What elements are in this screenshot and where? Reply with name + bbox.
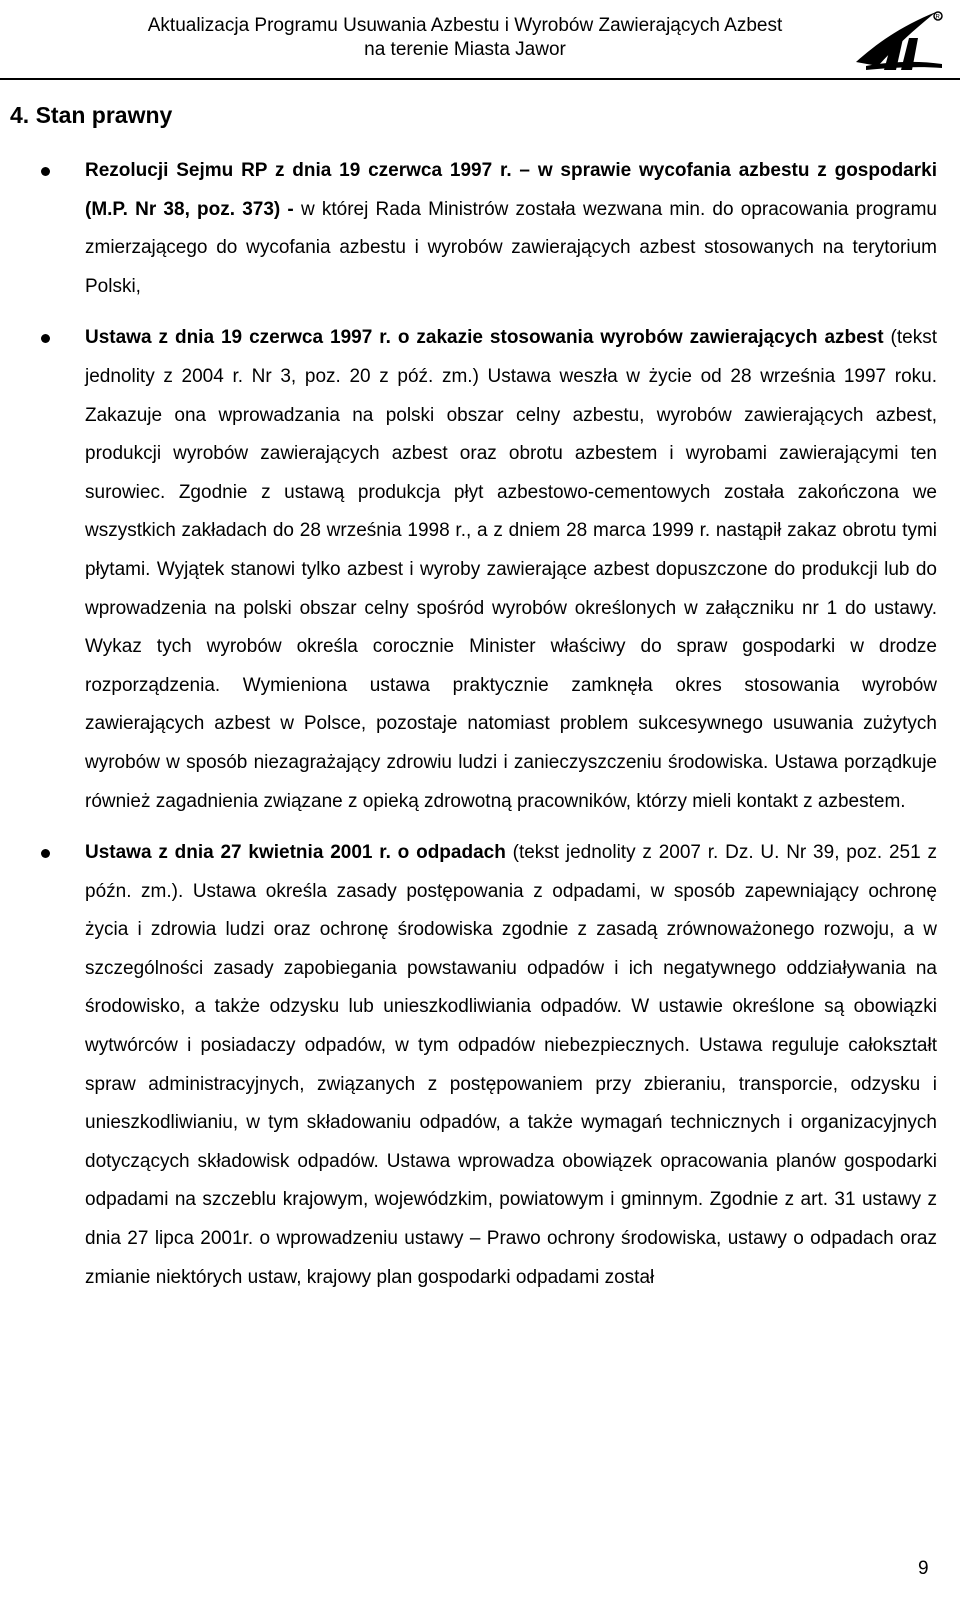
item-text: (tekst jednolity z 2007 r. Dz. U. Nr 39, poz. 251 z późn. zm.). Ustawa określa zasady postępowania z odpadami, w sposób zapewniający ochronę życia i zdrowia ludzi oraz ochronę środowiska zgodnie z zasadą zrównoważonego rozwoju, a w szczególności zasady zapobiegania powstawaniu odpadów i ich negatywnego oddziaływania na środowisko, a także odzysku lub unieszkodliwiania odpadów. W ustawie określone są obowiązki wytwórców i posiadaczy odpadów, w tym odpadów niebezpiecznych. Ustawa reguluje całokształt spraw administracyjnych, związanych z postępowaniem przy zbieraniu, transporcie, odzysku i unieszkodliwianiu, w tym składowaniu odpadów, a także wymagań technicznych i organizacyjnych dotyczących składowisk odpadów. Ustawa wprowadza obowiązek opracowania planów gospodarki odpadami na szczeblu krajowym, wojewódzkim, powiatowym i gminnym. Zgodnie z art. 31 ustawy z dnia 27 lipca 2001r. o wprowadzeniu ustawy – Prawo ochrony środowiska, ustawy o odpadach oraz zmianie niektórych ustaw, krajowy plan gospodarki odpadami został bbox=[85, 842, 937, 1288]
item-text: (tekst jednolity z 2004 r. Nr 3, poz. 20 z póź. zm.) Ustawa weszła w życie od 28 września 1997 roku. Zakazuje ona wprowadzania na polski obszar celny azbestu, wyrobów zawierających azbest, produkcji wyrobów zawierających azbest oraz obrotu azbestem i wyrobami zawierającymi ten surowiec. Zgodnie z ustawą produkcja płyt azbestowo-cementowych została zakończona we wszystkich zakładach do 28 września 1998 r., a z dniem 28 marca 1999 r. nastąpił zakaz obrotu tymi płytami. Wyjątek stanowi tylko azbest i wyroby zawierające azbest dopuszczone do produkcji lub do wprowadzenia na polski obszar celny spośród wyrobów określonych w załączniku nr 1 do ustawy. Wykaz tych wyrobów określa corocznie Minister właściwy do spraw gospodarki w drodze rozporządzenia. Wymieniona ustawa praktycznie zamknęła okres stosowania wyrobów zawierających azbest w Polsce, pozostaje natomiast problem sukcesywnego usuwania zużytych wyrobów w sposób niezagrażający zdrowiu ludzi i zanieczyszczeniu środowiska. Ustawa porządkuje również zagadnienia związane z opieką zdrowotną pracowników, którzy mieli kontakt z azbestem. bbox=[85, 327, 937, 812]
item-bold-text: Ustawa z dnia 27 kwietnia 2001 r. o odpadach bbox=[85, 842, 506, 864]
header-divider bbox=[0, 78, 960, 80]
page-header bbox=[0, 0, 960, 80]
logo-icon bbox=[846, 4, 946, 76]
list-item bbox=[85, 319, 937, 821]
header-line-1: Aktualizacja Programu Usuwania Azbestu i Wyrobów Zawierających Azbest bbox=[147, 15, 783, 36]
bullet-icon bbox=[41, 334, 50, 343]
list-item bbox=[85, 152, 937, 306]
header-line-2: na terenie Miasta Jawor bbox=[364, 39, 566, 60]
item-text: w której Rada Ministrów została wezwana min. do opracowania programu zmierzającego do wycofania azbestu i wyrobów zawierających azbest stosowanych na terytorium Polski, bbox=[85, 198, 937, 297]
bullet-icon bbox=[41, 167, 50, 176]
legal-basis-list bbox=[85, 152, 937, 1297]
item-bold-text: Ustawa z dnia 19 czerwca 1997 r. o zakazie stosowania wyrobów zawierających azbest bbox=[85, 327, 884, 349]
svg-text:R: R bbox=[935, 14, 940, 21]
bullet-icon bbox=[41, 849, 50, 858]
header-title bbox=[80, 14, 850, 62]
list-item bbox=[85, 834, 937, 1297]
section-title: 4. Stan prawny bbox=[10, 102, 173, 128]
page-number: 9 bbox=[918, 1558, 929, 1579]
item-bold-text: Rezolucji Sejmu RP z dnia 19 czerwca 1997 r. – w sprawie wycofania azbestu z gospodarki (M.P. Nr 38, poz. 373) - bbox=[85, 160, 937, 220]
